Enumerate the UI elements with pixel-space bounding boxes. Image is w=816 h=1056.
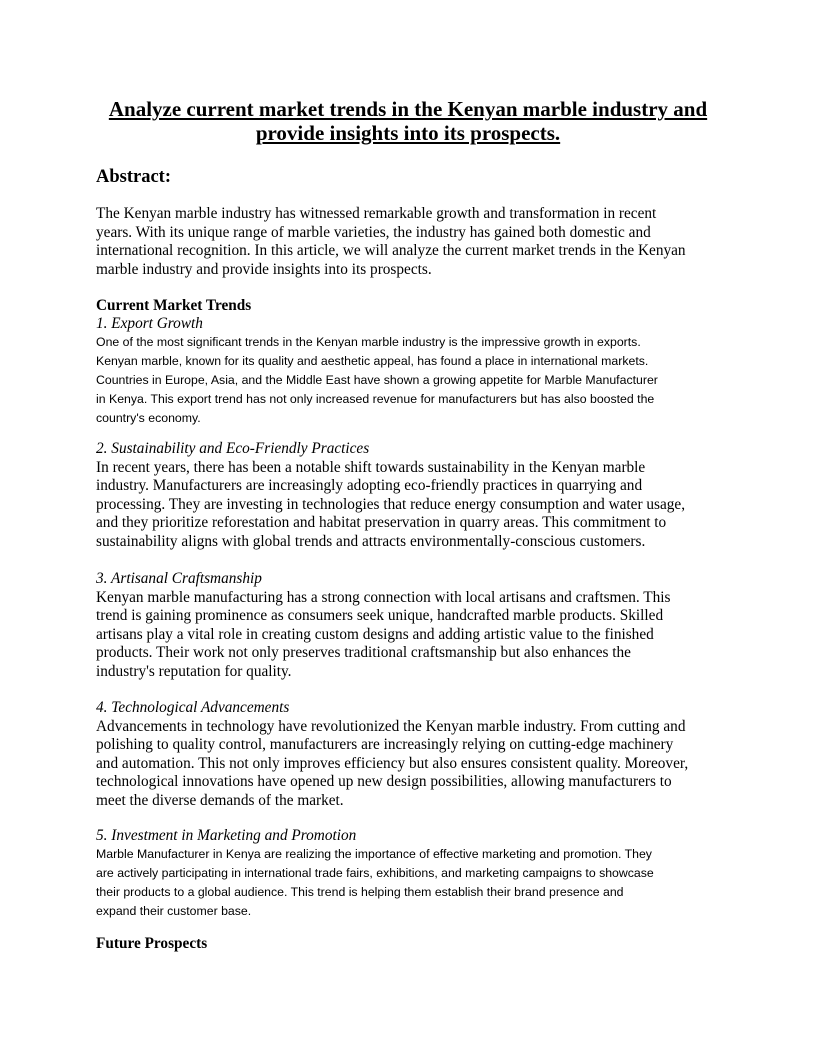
trend-section-technology <box>96 699 720 811</box>
future-prospects-block <box>96 935 720 954</box>
section-title: 2. Sustainability and Eco-Friendly Practices <box>96 440 370 457</box>
section-title: 1. Export Growth <box>96 315 203 332</box>
title-line-1: Analyze current market trends in the Kenyan marble industry and <box>108 97 708 121</box>
abstract-line: international recognition. In this article, we will analyze the current market trends in the Kenyan <box>96 242 686 260</box>
section-line: and they prioritize reforestation and habitat preservation in quarry areas. This commitment to <box>96 514 667 532</box>
section-line: and automation. This not only improves efficiency but also ensures consistent quality. Moreover, <box>96 754 689 772</box>
trend-section-marketing <box>96 827 720 921</box>
abstract-line: marble industry and provide insights into its prospects. <box>96 260 432 278</box>
section-line: Countries in Europe, Asia, and the Middle East have shown a growing appetite for Marble Manufacturer <box>96 372 658 387</box>
section-line: meet the diverse demands of the market. <box>96 791 344 809</box>
section-line: country's economy. <box>96 410 201 425</box>
section-line: expand their customer base. <box>96 903 252 918</box>
section-line: technological innovations have opened up new design possibilities, allowing manufacturers to <box>96 773 672 791</box>
trend-section-sustainability <box>96 440 720 552</box>
abstract-line: years. With its unique range of marble varieties, the industry has gained both domestic and <box>96 223 651 241</box>
section-line: sustainability aligns with global trends and attracts environmentally-conscious customers. <box>96 532 646 550</box>
section-line: their products to a global audience. This trend is helping them establish their brand presence and <box>96 884 624 899</box>
section-line: Kenyan marble, known for its quality and aesthetic appeal, has found a place in international markets. <box>96 353 649 368</box>
section-title: 4. Technological Advancements <box>96 699 290 716</box>
section-title: 5. Investment in Marketing and Promotion <box>96 827 357 844</box>
trend-section-artisanal <box>96 570 720 682</box>
section-line: industry. Manufacturers are increasingly adopting eco-friendly practices in quarrying and <box>96 477 643 495</box>
current-trends-heading: Current Market Trends <box>96 297 252 314</box>
section-line: artisans play a vital role in creating custom designs and adding artistic value to the finished <box>96 625 654 643</box>
section-line: In recent years, there has been a notable shift towards sustainability in the Kenyan marble <box>96 458 646 476</box>
section-line: Kenyan marble manufacturing has a strong connection with local artisans and craftsmen. This <box>96 588 671 606</box>
abstract-line: The Kenyan marble industry has witnessed remarkable growth and transformation in recent <box>96 205 657 222</box>
section-line: trend is gaining prominence as consumers seek unique, handcrafted marble products. Skilled <box>96 607 664 625</box>
section-line: are actively participating in international trade fairs, exhibitions, and marketing campaigns to showcase <box>96 865 654 880</box>
document-title <box>96 97 720 145</box>
section-title: 3. Artisanal Craftsmanship <box>96 570 262 587</box>
section-line: polishing to quality control, manufacturers are increasingly relying on cutting-edge machinery <box>96 736 674 754</box>
title-line-2: provide insights into its prospects. <box>255 121 561 145</box>
trend-section-export-growth <box>96 315 720 428</box>
abstract-paragraph <box>96 205 720 279</box>
future-prospects-heading: Future Prospects <box>96 935 208 952</box>
section-line: Advancements in technology have revolutionized the Kenyan marble industry. From cutting and <box>96 717 686 735</box>
section-line: Marble Manufacturer in Kenya are realizing the importance of effective marketing and promotion. They <box>96 846 652 861</box>
section-line: processing. They are investing in technologies that reduce energy consumption and water usage, <box>96 495 686 513</box>
section-line: products. Their work not only preserves traditional craftsmanship but also enhances the <box>96 644 631 662</box>
abstract-heading: Abstract: <box>96 167 172 187</box>
section-line: industry's reputation for quality. <box>96 662 292 680</box>
current-trends-heading-block <box>96 297 720 316</box>
section-line: in Kenya. This export trend has not only increased revenue for manufacturers but has also boosted the <box>96 391 655 406</box>
section-line: One of the most significant trends in the Kenyan marble industry is the impressive growth in exports. <box>96 334 641 349</box>
